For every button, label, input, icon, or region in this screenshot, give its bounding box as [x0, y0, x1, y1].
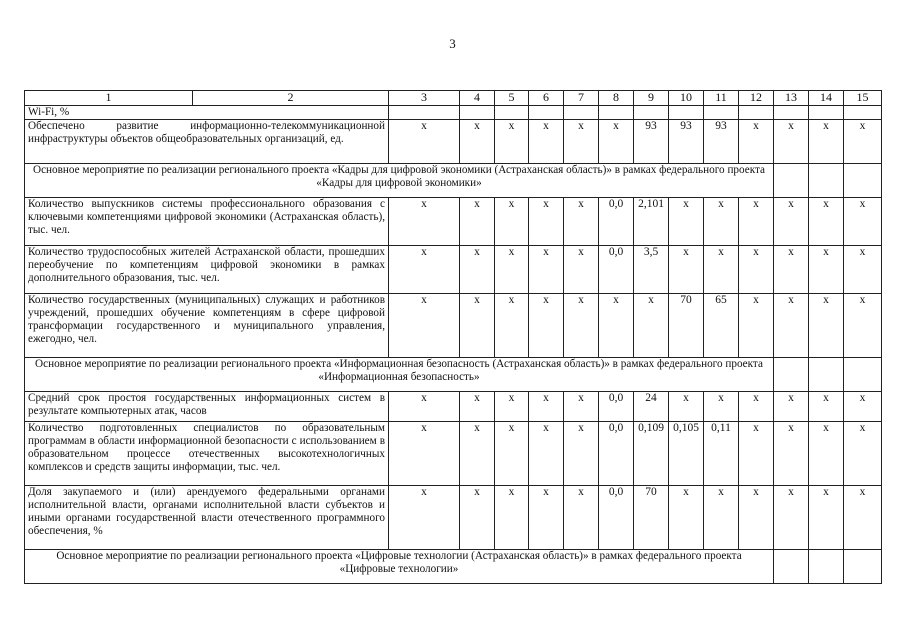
value-cell: х [460, 120, 495, 164]
value-cell: х [389, 294, 460, 358]
page-number: 3 [449, 36, 456, 51]
value-cell: 0,0 [599, 422, 634, 486]
indicator-cell: Количество выпускников системы профессионального образования с ключевыми компетенциями цифровой экономики (Астраханская область), тыс. чел. [25, 198, 389, 246]
value-cell: х [704, 392, 739, 422]
col-header: 15 [844, 91, 882, 106]
value-cell: 0,109 [634, 422, 669, 486]
value-cell: 93 [634, 120, 669, 164]
value-cell: х [774, 422, 809, 486]
col-header: 5 [495, 91, 529, 106]
value-cell: х [809, 294, 844, 358]
table-row [25, 422, 882, 486]
table-row [25, 486, 882, 550]
table-row [25, 106, 882, 120]
indicator-cell: Средний срок простоя государственных информационных систем в результате компьютерных атак, часов [25, 392, 389, 422]
value-cell: х [844, 486, 882, 550]
value-cell [844, 358, 882, 392]
value-cell: х [460, 392, 495, 422]
value-cell: х [809, 392, 844, 422]
value-cell: х [564, 422, 599, 486]
value-cell: х [844, 392, 882, 422]
value-cell: х [774, 294, 809, 358]
section-row [25, 164, 882, 198]
value-cell: х [389, 246, 460, 294]
indicators-table [24, 90, 882, 584]
value-cell: х [564, 120, 599, 164]
table-row [25, 392, 882, 422]
value-cell: х [739, 392, 774, 422]
value-cell: х [529, 246, 564, 294]
value-cell [844, 550, 882, 584]
value-cell: х [739, 486, 774, 550]
value-cell: х [529, 294, 564, 358]
value-cell [739, 106, 774, 120]
value-cell: 3,5 [634, 246, 669, 294]
value-cell: х [844, 294, 882, 358]
value-cell: 0,0 [599, 198, 634, 246]
value-cell: х [495, 246, 529, 294]
value-cell [564, 106, 599, 120]
value-cell: х [844, 246, 882, 294]
value-cell: х [774, 246, 809, 294]
value-cell: 24 [634, 392, 669, 422]
col-header: 1 [25, 91, 193, 106]
value-cell: х [564, 486, 599, 550]
value-cell [389, 106, 460, 120]
value-cell: х [529, 422, 564, 486]
value-cell: х [389, 120, 460, 164]
section-title: Основное мероприятие по реализации регионального проекта «Кадры для цифровой экономики (Астраханская область)» в рамках федерального проекта «Кадры для цифровой экономики» [25, 164, 774, 198]
value-cell: х [460, 246, 495, 294]
value-cell: х [809, 486, 844, 550]
value-cell: 93 [669, 120, 704, 164]
value-cell: х [529, 120, 564, 164]
value-cell: х [809, 422, 844, 486]
col-header: 3 [389, 91, 460, 106]
value-cell: х [564, 246, 599, 294]
value-cell: 65 [704, 294, 739, 358]
value-cell: х [809, 198, 844, 246]
value-cell: х [704, 246, 739, 294]
value-cell: х [389, 198, 460, 246]
value-cell: х [704, 486, 739, 550]
value-cell: х [495, 198, 529, 246]
value-cell: 93 [704, 120, 739, 164]
value-cell: х [529, 486, 564, 550]
value-cell: х [704, 198, 739, 246]
value-cell: х [564, 198, 599, 246]
col-header: 8 [599, 91, 634, 106]
value-cell: х [529, 198, 564, 246]
value-cell [599, 106, 634, 120]
value-cell: х [669, 392, 704, 422]
indicator-cell: Wi-Fi, % [25, 106, 389, 120]
value-cell: х [495, 294, 529, 358]
col-header: 11 [704, 91, 739, 106]
col-header: 6 [529, 91, 564, 106]
value-cell: х [739, 422, 774, 486]
value-cell: х [669, 486, 704, 550]
value-cell: х [564, 294, 599, 358]
value-cell: х [739, 294, 774, 358]
value-cell: х [599, 120, 634, 164]
section-row [25, 358, 882, 392]
col-header: 2 [193, 91, 389, 106]
value-cell: 0,0 [599, 246, 634, 294]
section-title: Основное мероприятие по реализации регионального проекта «Цифровые технологии (Астраханская область)» в рамках федерального проекта «Цифровые технологии» [25, 550, 774, 584]
value-cell [529, 106, 564, 120]
value-cell: х [460, 486, 495, 550]
value-cell: х [634, 294, 669, 358]
value-cell [460, 106, 495, 120]
value-cell: х [495, 486, 529, 550]
value-cell: х [774, 198, 809, 246]
value-cell [809, 358, 844, 392]
value-cell [704, 106, 739, 120]
table-row [25, 120, 882, 164]
value-cell [774, 164, 809, 198]
value-cell: 70 [669, 294, 704, 358]
indicator-cell: Количество подготовленных специалистов по образовательным программам в области информационной безопасности с использованием в образовательном процессе отечественных высокотехнологичных комплексов и средств защиты информации, тыс. чел. [25, 422, 389, 486]
value-cell: х [739, 246, 774, 294]
col-header: 13 [774, 91, 809, 106]
value-cell [774, 550, 809, 584]
value-cell: 0,0 [599, 486, 634, 550]
col-header: 12 [739, 91, 774, 106]
value-cell: х [809, 246, 844, 294]
value-cell: х [774, 120, 809, 164]
value-cell: х [844, 120, 882, 164]
indicator-cell: Количество государственных (муниципальных) служащих и работников учреждений, прошедших обучение компетенциям в сфере цифровой трансформации государственного и муниципального управления, ежегодно, чел. [25, 294, 389, 358]
value-cell: 0,11 [704, 422, 739, 486]
indicator-cell: Количество трудоспособных жителей Астраханской области, прошедших переобучение по компетенциям цифровой экономики в рамках дополнительного образования, тыс. чел. [25, 246, 389, 294]
value-cell: х [495, 120, 529, 164]
indicator-cell: Доля закупаемого и (или) арендуемого федеральными органами исполнительной власти, органами исполнительной власти субъектов и иными органами государственной власти отечественного программного обеспечения, % [25, 486, 389, 550]
value-cell: х [739, 198, 774, 246]
col-header: 9 [634, 91, 669, 106]
value-cell [634, 106, 669, 120]
value-cell: х [844, 198, 882, 246]
value-cell: х [774, 486, 809, 550]
value-cell: х [460, 422, 495, 486]
value-cell [809, 106, 844, 120]
value-cell: х [389, 422, 460, 486]
value-cell [774, 106, 809, 120]
section-row [25, 550, 882, 584]
value-cell: х [495, 422, 529, 486]
table-row [25, 198, 882, 246]
value-cell [774, 358, 809, 392]
col-header: 4 [460, 91, 495, 106]
col-header: 10 [669, 91, 704, 106]
value-cell: х [774, 392, 809, 422]
value-cell: 70 [634, 486, 669, 550]
value-cell: х [669, 246, 704, 294]
value-cell: х [739, 120, 774, 164]
value-cell: х [669, 198, 704, 246]
col-header: 7 [564, 91, 599, 106]
value-cell: х [389, 486, 460, 550]
value-cell [844, 164, 882, 198]
value-cell: х [599, 294, 634, 358]
value-cell: х [809, 120, 844, 164]
value-cell: х [844, 422, 882, 486]
indicator-cell: Обеспечено развитие информационно-телекоммуникационной инфраструктуры объектов общеобразовательных организаций, ед. [25, 120, 389, 164]
value-cell [669, 106, 704, 120]
value-cell: 0,105 [669, 422, 704, 486]
value-cell: 0,0 [599, 392, 634, 422]
value-cell: 2,101 [634, 198, 669, 246]
value-cell: х [460, 294, 495, 358]
section-title: Основное мероприятие по реализации регионального проекта «Информационная безопасность (Астраханская область)» в рамках федерального проекта «Информационная безопасность» [25, 358, 774, 392]
value-cell: х [389, 392, 460, 422]
value-cell: х [495, 392, 529, 422]
value-cell: х [460, 198, 495, 246]
col-header: 14 [809, 91, 844, 106]
table-row [25, 246, 882, 294]
table-row [25, 294, 882, 358]
value-cell: х [564, 392, 599, 422]
value-cell [809, 550, 844, 584]
value-cell [809, 164, 844, 198]
value-cell: х [529, 392, 564, 422]
value-cell [495, 106, 529, 120]
column-number-header [25, 91, 882, 106]
value-cell [844, 106, 882, 120]
